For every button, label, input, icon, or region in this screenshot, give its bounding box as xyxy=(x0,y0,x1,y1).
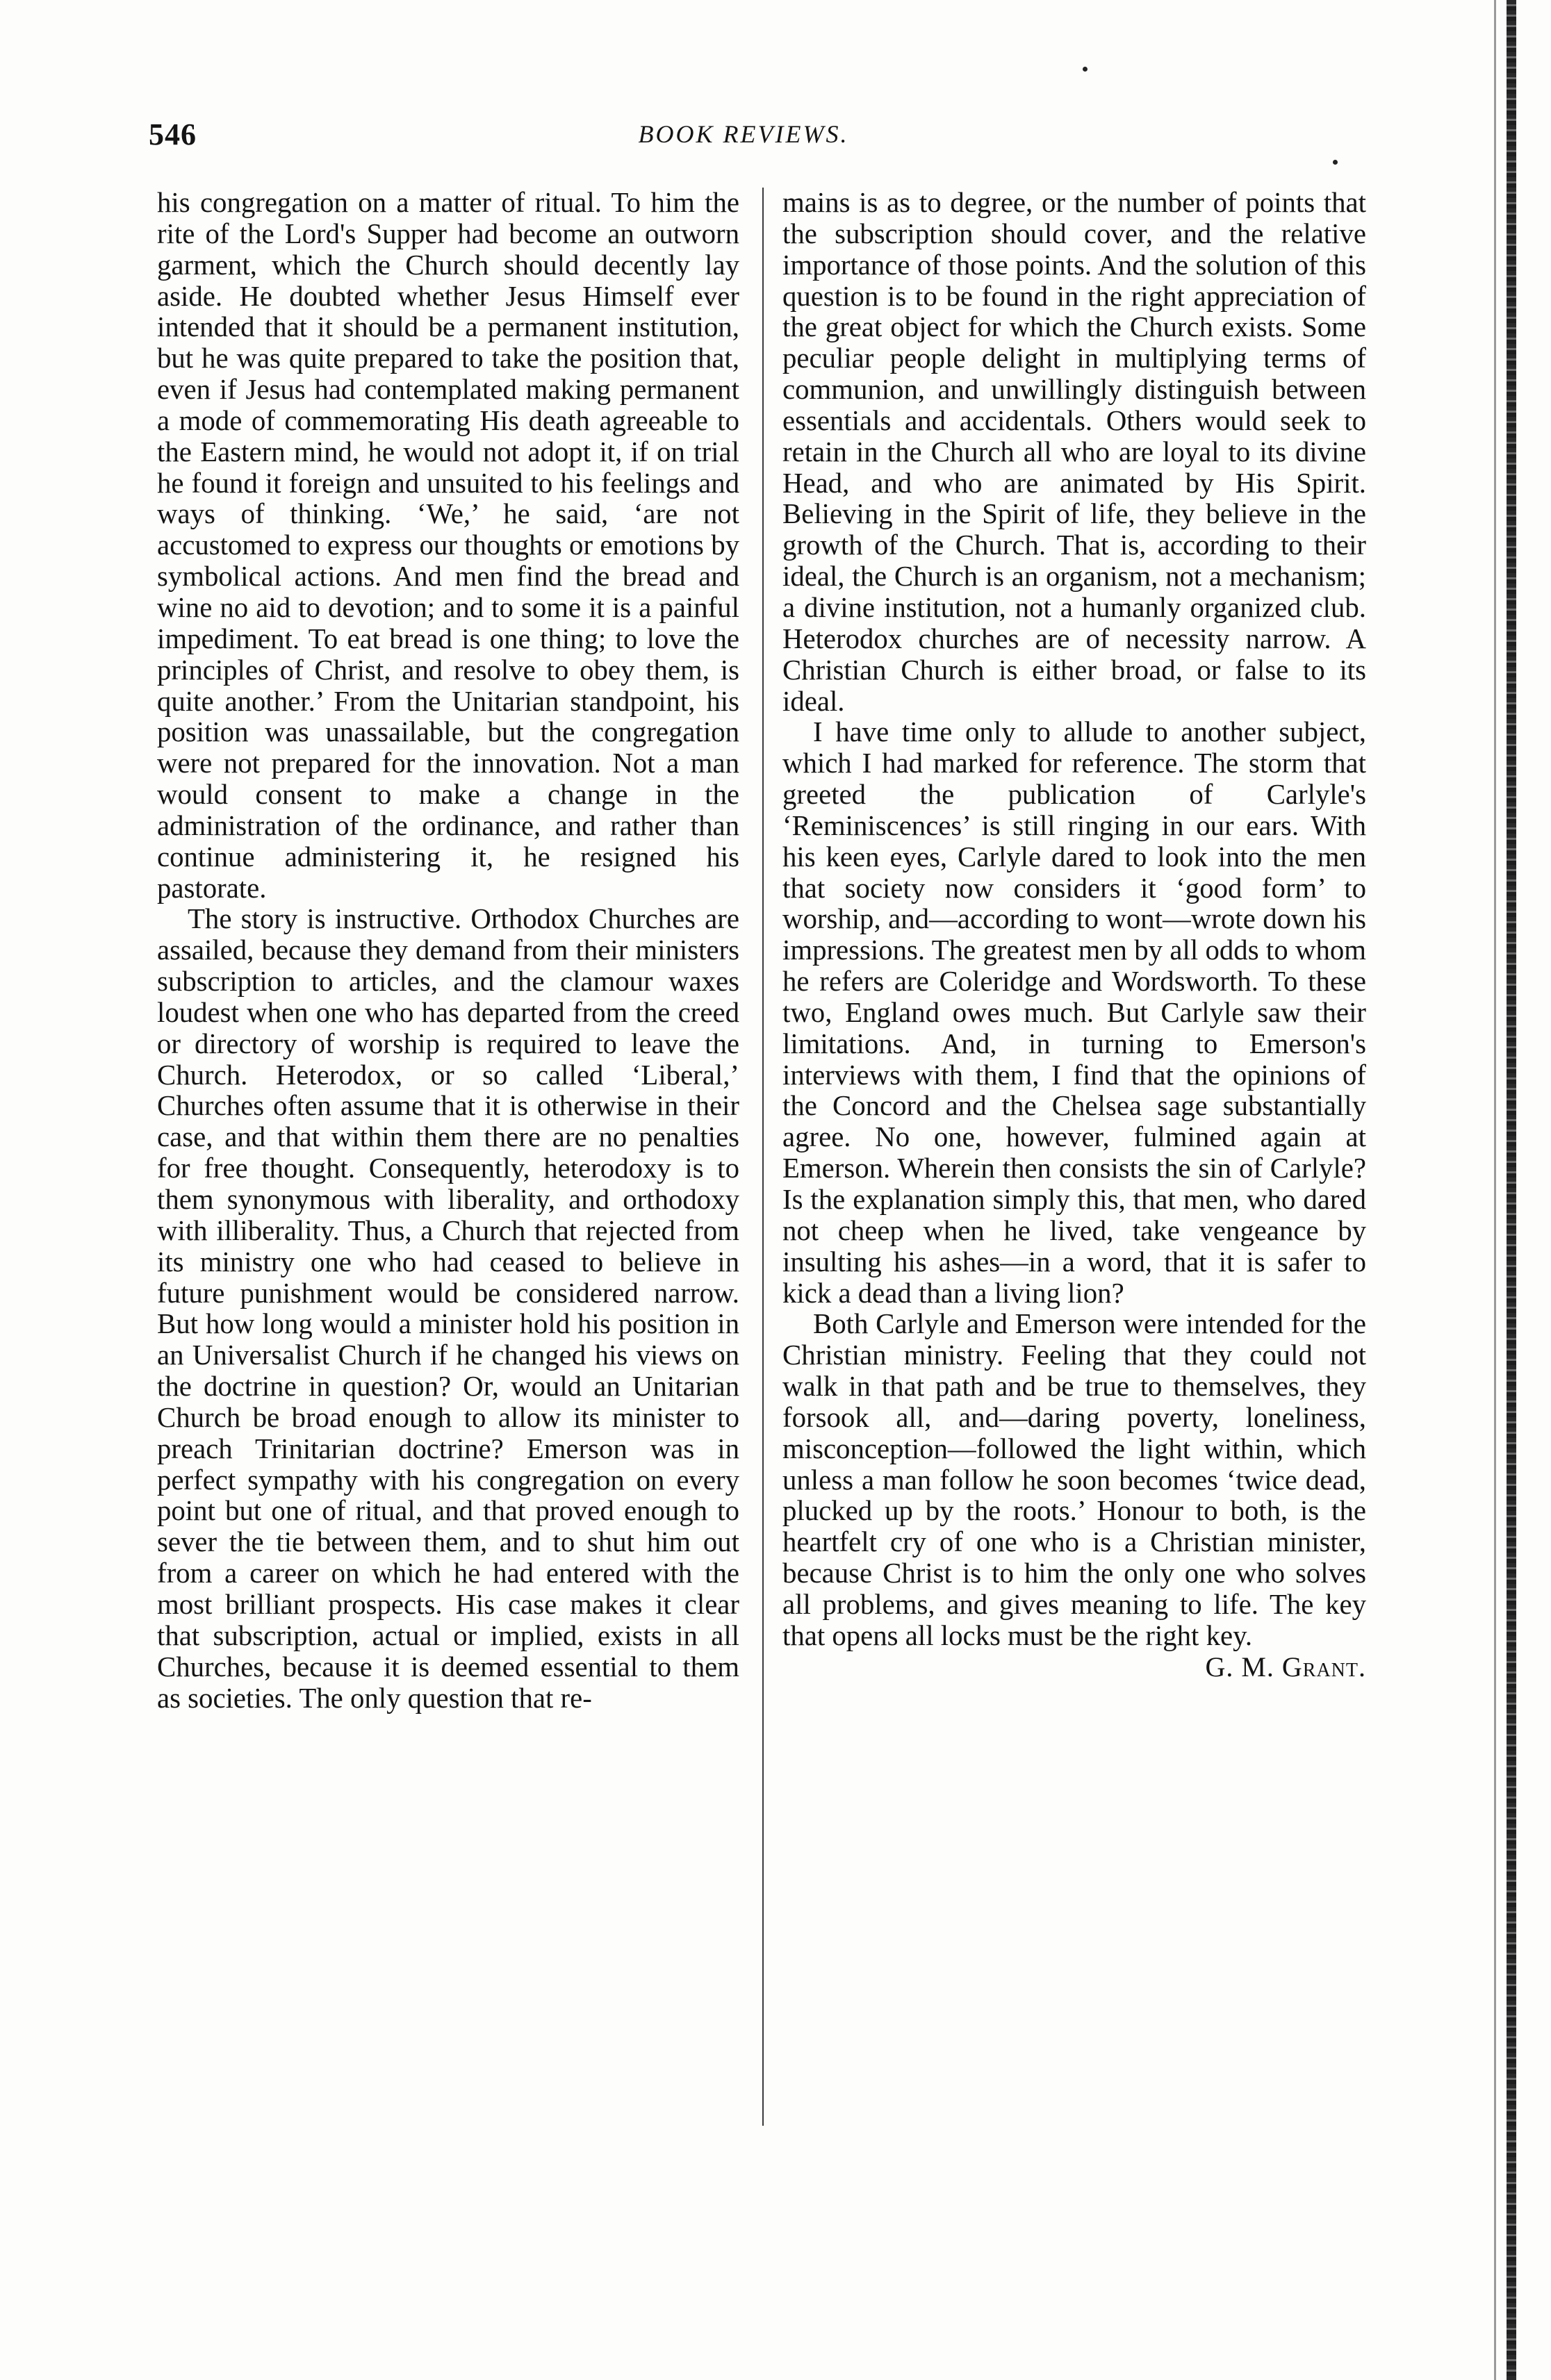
signature-text: G. M. Grant. xyxy=(1205,1651,1366,1683)
running-head: BOOK REVIEWS. xyxy=(638,120,849,148)
scan-speck xyxy=(1333,160,1338,165)
author-signature xyxy=(782,1652,1366,1683)
scan-edge-line xyxy=(1494,0,1496,2380)
page-number: 546 xyxy=(149,117,197,151)
scan-speck xyxy=(1083,67,1088,72)
paragraph: his congregation on a matter of ritual. To him the rite of the Lord's Supper had become an outworn garment, which the Church should decently lay aside. He doubted whether Jesus Himself ever intended that it should be a permanent institution, but he was quite prepared to take the position that, even if Jesus had contemplated making permanent a mode of commemorating His death agreeable to the Eastern mind, he would not adopt it, if on trial he found it foreign and unsuited to his feelings and ways of thinking. ‘We,’ he said, ‘are not accustomed to express our thoughts or emotions by symbolical actions. And men find the bread and wine no aid to devotion; and to some it is a painful impediment. To eat bread is one thing; to love the principles of Christ, and resolve to obey them, is quite another.’ From the Unitarian standpoint, his position was unassailable, but the congregation were not prepared for the innovation. Not a man would consent to make a change in the administration of the ordinance, and rather than continue administering it, he resigned his pastorate. xyxy=(157,187,739,904)
paragraph: The story is instructive. Orthodox Churches are assailed, because they demand from their ministers subscription to articles, and the clamour waxes loudest when one who has departed from the creed or directory of worship is required to leave the Church. Heterodox, or so called ‘Liberal,’ Churches often assume that it is otherwise in their case, and that within them there are no penalties for free thought. Consequently, heterodoxy is to them synonymous with liberality, and orthodoxy with illiberality. Thus, a Church that rejected from its ministry one who had ceased to believe in future punishment would be considered narrow. But how long would a minister hold his position in an Universalist Church if he changed his views on the doctrine in question? Or, would an Unitarian Church be broad enough to allow its minister to preach Trinitarian doctrine? Emerson was in perfect sympathy with his congregation on every point but one of ritual, and that proved enough to sever the tie between them, and to shut him out from a career on which he had entered with the most brilliant prospects. His case makes it clear that subscription, actual or implied, exists in all Churches, because it is deemed essential to them as societies. The only question that re- xyxy=(157,903,739,1714)
page-header xyxy=(149,117,1338,158)
paragraph: I have time only to allude to another subject, which I had marked for reference. The storm that greeted the publication of Carlyle's ‘Reminiscences’ is still ringing in our ears. With his keen eyes, Carlyle dared to look into the men that society now considers it ‘good form’ to worship, and—according to wont—wrote down his impressions. The greatest men by all odds to whom he refers are Coleridge and Wordsworth. To these two, England owes much. But Carlyle saw their limitations. And, in turning to Emerson's interviews with them, I find that the opinions of the Concord and the Chelsea sage substantially agree. No one, however, fulmined again at Emerson. Wherein then consists the sin of Carlyle? Is the explanation simply this, that men, who dared not cheep when he lived, take vengeance by insulting his ashes—in a word, that it is safer to kick a dead than a living lion? xyxy=(782,716,1366,1309)
left-column xyxy=(157,188,739,1714)
scan-binding-edge xyxy=(1507,0,1516,2380)
right-column xyxy=(782,188,1366,1683)
column-divider xyxy=(762,188,764,2126)
paragraph: Both Carlyle and Emerson were intended for the Christian ministry. Feeling that they could not walk in that path and be true to themselves, they forsook all, and—daring poverty, loneliness, misconception—followed the light within, which unless a man follow he soon becomes ‘twice dead, plucked up by the roots.’ Honour to both, is the heartfelt cry of one who is a Christian minister, because Christ is to him the only one who solves all problems, and gives meaning to life. The key that opens all locks must be the right key. xyxy=(782,1308,1366,1651)
paragraph: mains is as to degree, or the number of points that the subscription should cover, and the relative importance of those points. And the solution of this question is to be found in the right appreciation of the great object for which the Church exists. Some peculiar people delight in multiplying terms of communion, and unwillingly distinguish between essentials and accidentals. Others would seek to retain in the Church all who are loyal to its divine Head, and who are animated by His Spirit. Believing in the Spirit of life, they believe in the growth of the Church. That is, according to their ideal, the Church is an organism, not a mechanism; a divine institution, not a humanly organized club. Heterodox churches are of necessity narrow. A Christian Church is either broad, or false to its ideal. xyxy=(782,187,1366,717)
